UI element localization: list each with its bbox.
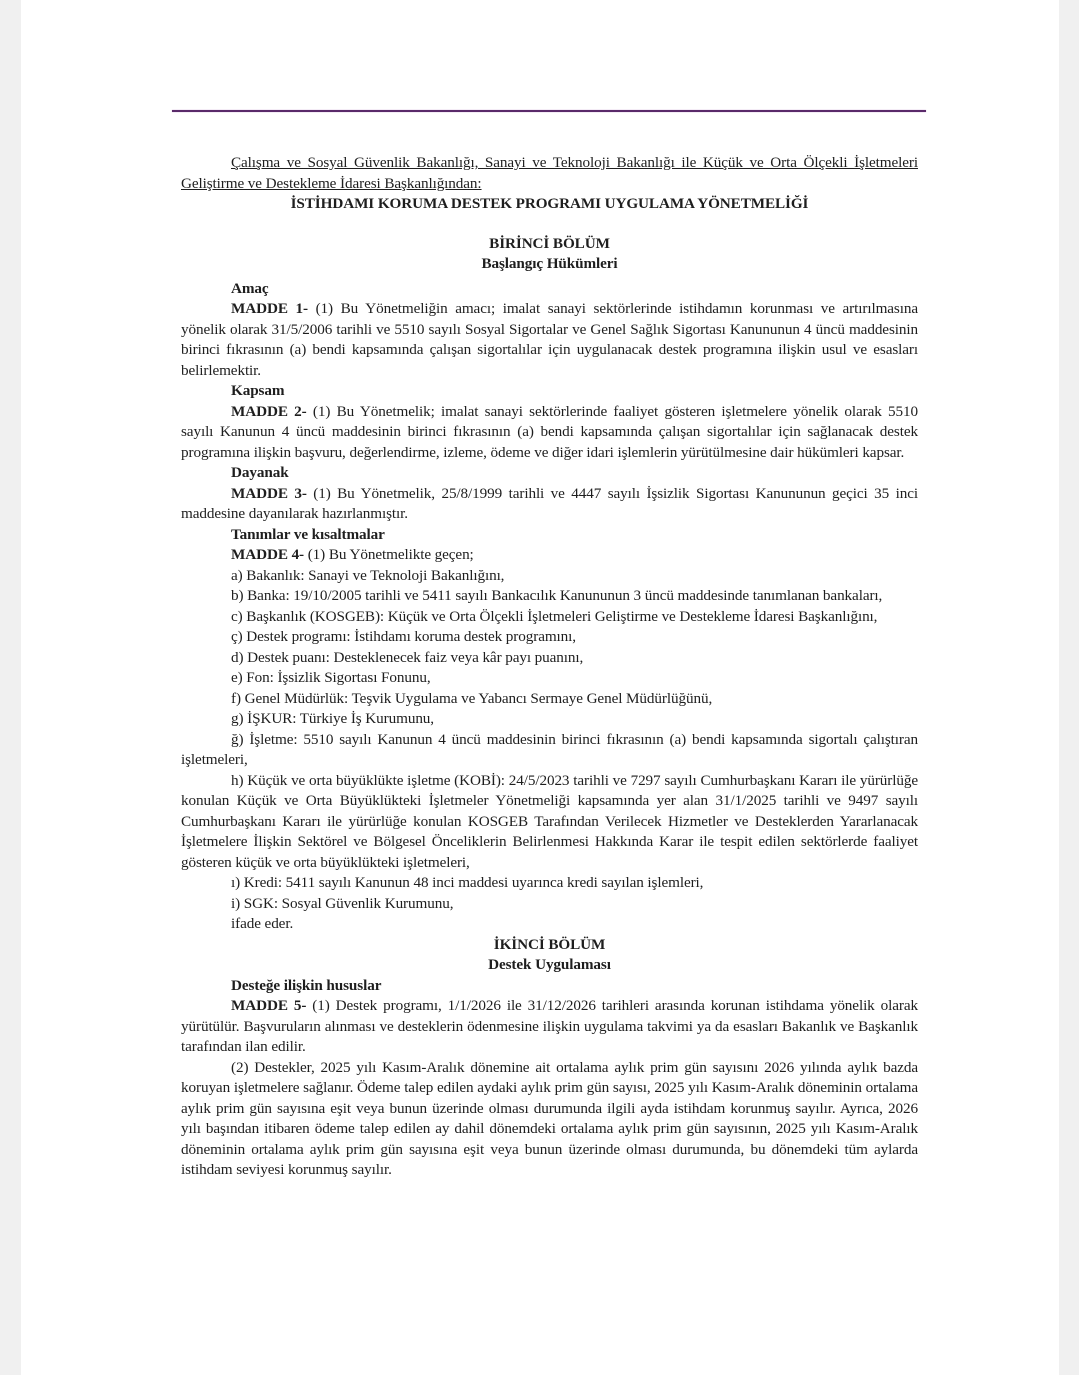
article2-caption: Kapsam — [231, 382, 285, 399]
definition-item: h) Küçük ve orta büyüklükte işletme (KOBİ): 24/5/2023 tarihli ve 7297 sayılı Cumhurbaşkanı Kararı ile yürürlüğe konulan Küçük ve Orta Büyüklükteki İşletmeler Yönetmeliği kapsamında yer alan 31/1/2025 tarihli ve 9497 sayılı Cumhurbaşkanı Kararı ile yürürlüğe konulan KOSGEB Tarafından Verilecek Hizmetler ve Desteklerden Yararlanacak İşletmelere İlişkin Sektörel ve Bölgesel Önceliklerin Belirlenmesi Hakkında Karar ile tespit edilen sektörlerde faaliyet gösteren küçük ve orta büyüklükteki işletmeleri, — [181, 771, 918, 871]
definition-item: f) Genel Müdürlük: Teşvik Uygulama ve Yabancı Sermaye Genel Müdürlüğünü, — [231, 689, 713, 707]
article2-text — [181, 402, 918, 464]
article1-label: MADDE 1- — [231, 300, 308, 317]
article3-body: (1) Bu Yönetmelik, 25/8/1999 tarihli ve 4447 sayılı İşsizlik Sigortası Kanununun geçici 35 inci maddesine dayanılarak hazırlanmıştır. — [181, 484, 918, 522]
article1-caption: Amaç — [231, 279, 269, 297]
definition-item: ğ) İşletme: 5510 sayılı Kanunun 4 üncü maddesinin birinci fıkrasının (a) bendi kapsamında sigortalı çalıştıran işletmeleri, — [181, 730, 918, 768]
article1-text — [181, 299, 918, 381]
definition-item: d) Destek puanı: Desteklenecek faiz veya kâr payı puanını, — [231, 648, 584, 666]
document-page — [21, 0, 1059, 1375]
definition-item: ç) Destek programı: İstihdamı koruma destek programını, — [231, 628, 576, 645]
definition-item: e) Fon: İşsizlik Sigortası Fonunu, — [231, 669, 431, 686]
definition-item: b) Banka: 19/10/2005 tarihli ve 5411 sayılı Bankacılık Kanununun 3 üncü maddesinde tanımlanan bankaları, — [231, 587, 883, 604]
definition-closing: ifade eder. — [231, 915, 294, 932]
section2-subheading: Destek Uygulaması — [488, 956, 611, 973]
article5-caption: Desteğe ilişkin hususlar — [231, 976, 382, 994]
article2-label: MADDE 2- — [231, 402, 307, 420]
definition-item: ı) Kredi: 5411 sayılı Kanunun 48 inci maddesi uyarınca kredi sayılan işlemleri, — [231, 874, 704, 891]
definition-item: i) SGK: Sosyal Güvenlik Kurumunu, — [231, 894, 454, 912]
section1-subheading: Başlangıç Hükümleri — [481, 255, 618, 272]
article3-text — [181, 484, 918, 525]
article3-caption: Dayanak — [231, 464, 289, 481]
article4-caption: Tanımlar ve kısaltmalar — [231, 525, 385, 543]
article1-body: (1) Bu Yönetmeliğin amacı; imalat sanayi sektörlerinde istihdamın korunması ve artırılmasına yönelik olarak 31/5/2006 tarihli ve 5510 sayılı Sosyal Sigortalar ve Genel Sağlık Sigortası Kanununun 4 üncü maddesinin birinci fıkrasının (a) bendi kapsamında çalışan sigortalılar için uygulanacak destek programına ilişkin usul ve esasları belirlemektir. — [181, 300, 918, 379]
article3-label: MADDE 3- — [231, 484, 307, 502]
document-body — [181, 153, 918, 1181]
definition-item: a) Bakanlık: Sanayi ve Teknoloji Bakanlığını, — [231, 566, 505, 584]
section1-heading: BİRİNCİ BÖLÜM — [489, 234, 610, 252]
document-title: İSTİHDAMI KORUMA DESTEK PROGRAMI UYGULAMA YÖNETMELİĞİ — [290, 195, 809, 212]
article5-label: MADDE 5- — [231, 997, 307, 1014]
article4-text — [181, 545, 918, 566]
article5-paragraph1 — [181, 996, 918, 1058]
definition-item: g) İŞKUR: Türkiye İş Kurumunu, — [231, 710, 435, 727]
section2-heading: İKİNCİ BÖLÜM — [493, 935, 606, 953]
article4-label: MADDE 4- — [231, 546, 305, 563]
article5-paragraph2: (2) Destekler, 2025 yılı Kasım-Aralık dönemine ait ortalama aylık prim gün sayısını 2026 yılında aylık bazda koruyan işletmelere sağlanır. Ödeme talep edilen aydaki aylık prim gün sayısı, 2025 yılı Kasım-Aralık döneminin ortalama aylık prim gün sayısına eşit veya bunun üzerinde olması durumunda ilgili ayda istihdam korunmuş sayılır. Ayrıca, 2026 yılı başından itibaren ödeme talep edilen ay dahil dönemdeki ortalama aylık prim gün sayısının, 2025 yılı Kasım-Aralık döneminin ortalama aylık prim gün sayısına eşit veya bunun üzerinde olması durumunda, bu dönemdeki tüm aylarda istihdam seviyesi korunmuş sayılır. — [181, 1058, 918, 1178]
issuer-line: Çalışma ve Sosyal Güvenlik Bakanlığı, Sanayi ve Teknoloji Bakanlığı ile Küçük ve Orta Ölçekli İşletmeleri Geliştirme ve Destekleme İdaresi Başkanlığından: — [181, 154, 918, 192]
article2-body: (1) Bu Yönetmelik; imalat sanayi sektörlerinde faaliyet gösteren işletmelere yönelik olarak 5510 sayılı Kanunun 4 üncü maddesinin birinci fıkrasının (a) bendi kapsamında çalışan sigortalılar için sağlanacak destek programına ilişkin başvuru, değerlendirme, izleme, ödeme ve diğer idari işlemlerin yürütülmesine dair hükümleri kapsar. — [181, 402, 918, 461]
header-rule — [172, 110, 926, 112]
article5-body: (1) Destek programı, 1/1/2026 ile 31/12/2026 tarihleri arasında korunan istihdama yönelik olarak yürütülür. Başvuruların alınması ve desteklerin ödenmesine ilişkin uygulama takvimi ya da esasları Bakanlık ve Başkanlık tarafından ilan edilir. — [181, 997, 918, 1055]
article4-body: (1) Bu Yönetmelikte geçen; — [304, 546, 474, 563]
definition-item: c) Başkanlık (KOSGEB): Küçük ve Orta Ölçekli İşletmeleri Geliştirme ve Destekleme İdaresi Başkanlığını, — [231, 607, 878, 625]
